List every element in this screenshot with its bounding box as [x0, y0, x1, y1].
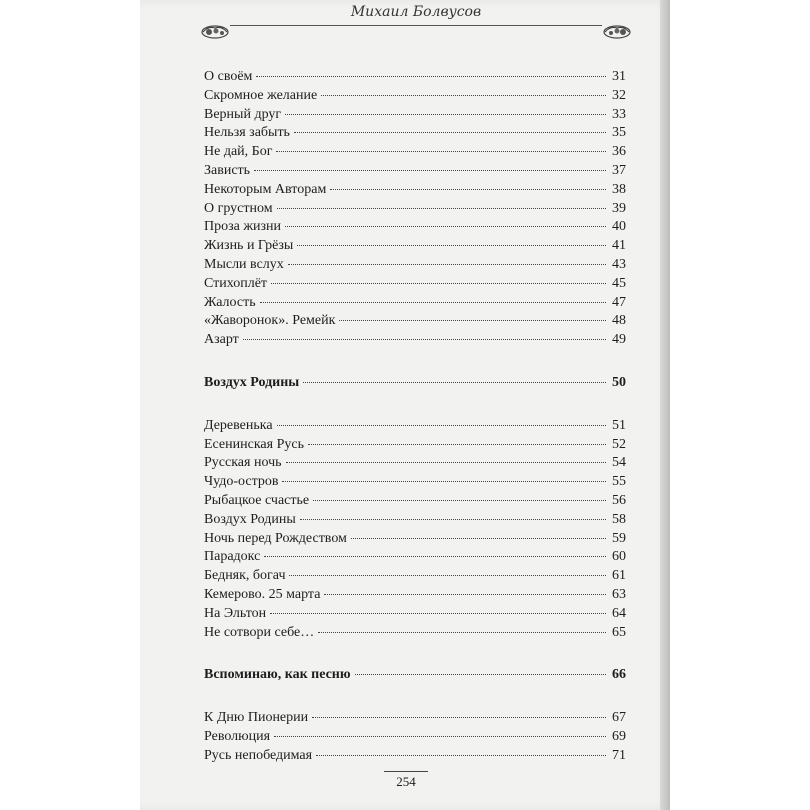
toc-entry — [204, 567, 626, 586]
toc-page-number: 63 — [612, 586, 626, 602]
toc-entry — [204, 624, 626, 643]
dot-leader — [351, 538, 606, 539]
toc-entry-title: Жалость — [204, 294, 256, 310]
toc-entry-title: Революция — [204, 728, 271, 744]
toc-entry — [204, 454, 626, 473]
toc-entry — [204, 728, 626, 747]
toc-page-number: 64 — [612, 605, 626, 621]
toc-entry — [204, 275, 626, 294]
toc-entry — [204, 436, 626, 455]
dot-leader — [330, 189, 606, 190]
toc-entry — [204, 312, 626, 331]
toc-entry — [204, 586, 626, 605]
toc-page-number: 66 — [612, 667, 626, 683]
toc-entry-title: О грустном — [204, 200, 273, 216]
toc-entry-title: Азарт — [204, 332, 239, 348]
dot-leader — [264, 556, 606, 557]
dot-leader — [282, 481, 606, 482]
toc-entry-title: Не сотвори себе… — [204, 624, 315, 640]
toc-group — [204, 417, 626, 643]
dot-leader — [308, 444, 606, 445]
toc-page-number: 51 — [612, 417, 626, 433]
toc-page-number: 35 — [612, 125, 626, 141]
page-edge — [660, 0, 670, 810]
table-of-contents — [204, 68, 626, 766]
toc-entry-title: Парадокс — [204, 549, 261, 565]
toc-entry — [204, 530, 626, 549]
dot-leader — [324, 594, 606, 595]
toc-entry-title: К Дню Пионерии — [204, 710, 309, 726]
toc-group — [204, 68, 626, 350]
toc-page-number: 33 — [612, 106, 626, 122]
toc-page-number: 32 — [612, 87, 626, 103]
toc-entry-title: Деревенька — [204, 417, 273, 433]
toc-entry — [204, 237, 626, 256]
toc-group — [204, 709, 626, 765]
dot-leader — [289, 575, 606, 576]
dot-leader — [286, 462, 606, 463]
toc-page-number: 40 — [612, 219, 626, 235]
dot-leader — [313, 500, 606, 501]
toc-entry-title: Проза жизни — [204, 219, 282, 235]
toc-entry — [204, 331, 626, 350]
toc-page-number: 71 — [612, 747, 626, 763]
toc-entry-title: Мысли вслух — [204, 256, 284, 272]
toc-page-number: 61 — [612, 568, 626, 584]
dot-leader — [274, 736, 606, 737]
toc-page-number: 31 — [612, 69, 626, 84]
dot-leader — [339, 320, 606, 321]
toc-entry-title: Не дай, Бог — [204, 144, 273, 160]
floral-ornament-icon — [200, 22, 230, 42]
toc-entry — [204, 143, 626, 162]
toc-entry-title: Бедняк, богач — [204, 568, 286, 584]
toc-entry — [204, 294, 626, 313]
dot-leader — [260, 302, 606, 303]
toc-entry-title: Чудо-остров — [204, 474, 279, 490]
dot-leader — [316, 755, 606, 756]
dot-leader — [355, 674, 606, 675]
toc-entry — [204, 106, 626, 125]
running-header — [200, 0, 632, 44]
dot-leader — [294, 132, 606, 133]
toc-page-number: 55 — [612, 474, 626, 490]
toc-entry — [204, 162, 626, 181]
dot-leader — [288, 264, 606, 265]
toc-entry — [204, 87, 626, 106]
toc-entry — [204, 492, 626, 511]
toc-entry — [204, 200, 626, 219]
header-author: Михаил Болвусов — [350, 4, 482, 20]
toc-entry — [204, 256, 626, 275]
dot-leader — [276, 151, 606, 152]
toc-entry — [204, 473, 626, 492]
toc-entry-title: Кемерово. 25 марта — [204, 586, 321, 602]
toc-entry — [204, 747, 626, 766]
toc-section-title: Воздух Родины — [204, 374, 300, 390]
toc-entry — [204, 68, 626, 87]
dot-leader — [277, 208, 606, 209]
dot-leader — [285, 226, 606, 227]
toc-entry-title: Стихоплёт — [204, 275, 268, 291]
toc-entry-title: Русь непобедимая — [204, 747, 313, 763]
dot-leader — [312, 717, 606, 718]
toc-entry-title: Некоторым Авторам — [204, 181, 327, 197]
toc-entry-title: На Эльтон — [204, 605, 267, 621]
toc-section-heading — [204, 374, 626, 393]
dot-leader — [297, 245, 606, 246]
dot-leader — [318, 632, 606, 633]
toc-page-number: 47 — [612, 294, 626, 310]
toc-entry-title: Есенинская Русь — [204, 436, 304, 452]
toc-entry-title: О своём — [204, 69, 253, 84]
dot-leader — [303, 382, 606, 383]
toc-entry — [204, 124, 626, 143]
dot-leader — [285, 114, 606, 115]
dot-leader — [277, 425, 606, 426]
dot-leader — [271, 283, 606, 284]
dot-leader — [270, 613, 606, 614]
toc-page-number: 48 — [612, 313, 626, 329]
toc-entry-title: Ночь перед Рождеством — [204, 530, 347, 546]
toc-page-number: 56 — [612, 492, 626, 508]
toc-entry-title: «Жаворонок». Ремейк — [204, 313, 336, 329]
dot-leader — [321, 95, 606, 96]
toc-page-number: 60 — [612, 549, 626, 565]
toc-entry-title: Русская ночь — [204, 455, 282, 471]
toc-page-number: 36 — [612, 144, 626, 160]
toc-entry-title: Рыбацкое счастье — [204, 492, 310, 508]
toc-page-number: 41 — [612, 238, 626, 254]
floral-ornament-icon — [602, 22, 632, 42]
toc-page-number: 43 — [612, 256, 626, 272]
toc-section-heading — [204, 666, 626, 685]
toc-page-number: 67 — [612, 710, 626, 726]
toc-section-title: Вспоминаю, как песню — [204, 667, 351, 683]
toc-page-number: 38 — [612, 181, 626, 197]
page-number: 254 — [396, 774, 416, 789]
footer-rule — [384, 771, 428, 772]
toc-entry — [204, 709, 626, 728]
toc-entry — [204, 181, 626, 200]
toc-entry-title: Воздух Родины — [204, 511, 296, 527]
toc-entry-title: Скромное желание — [204, 87, 318, 103]
toc-page-number: 37 — [612, 162, 626, 178]
toc-page-number: 52 — [612, 436, 626, 452]
toc-entry — [204, 417, 626, 436]
dot-leader — [254, 170, 606, 171]
header-rule — [230, 25, 602, 26]
toc-entry-title: Жизнь и Грёзы — [204, 238, 294, 254]
toc-page-number: 59 — [612, 530, 626, 546]
toc-entry — [204, 605, 626, 624]
toc-entry-title: Верный друг — [204, 106, 282, 122]
toc-entry — [204, 548, 626, 567]
toc-entry-title: Зависть — [204, 162, 251, 178]
dot-leader — [256, 76, 606, 77]
toc-entry — [204, 218, 626, 237]
toc-page-number: 39 — [612, 200, 626, 216]
toc-page-number: 58 — [612, 511, 626, 527]
dot-leader — [300, 519, 606, 520]
dot-leader — [243, 339, 606, 340]
toc-page-number: 65 — [612, 624, 626, 640]
toc-page-number: 45 — [612, 275, 626, 291]
toc-page-number: 54 — [612, 455, 626, 471]
toc-entry — [204, 511, 626, 530]
toc-page-number: 50 — [612, 374, 626, 390]
toc-page-number: 49 — [612, 332, 626, 348]
toc-page-number: 69 — [612, 728, 626, 744]
toc-entry-title: Нельзя забыть — [204, 125, 290, 141]
